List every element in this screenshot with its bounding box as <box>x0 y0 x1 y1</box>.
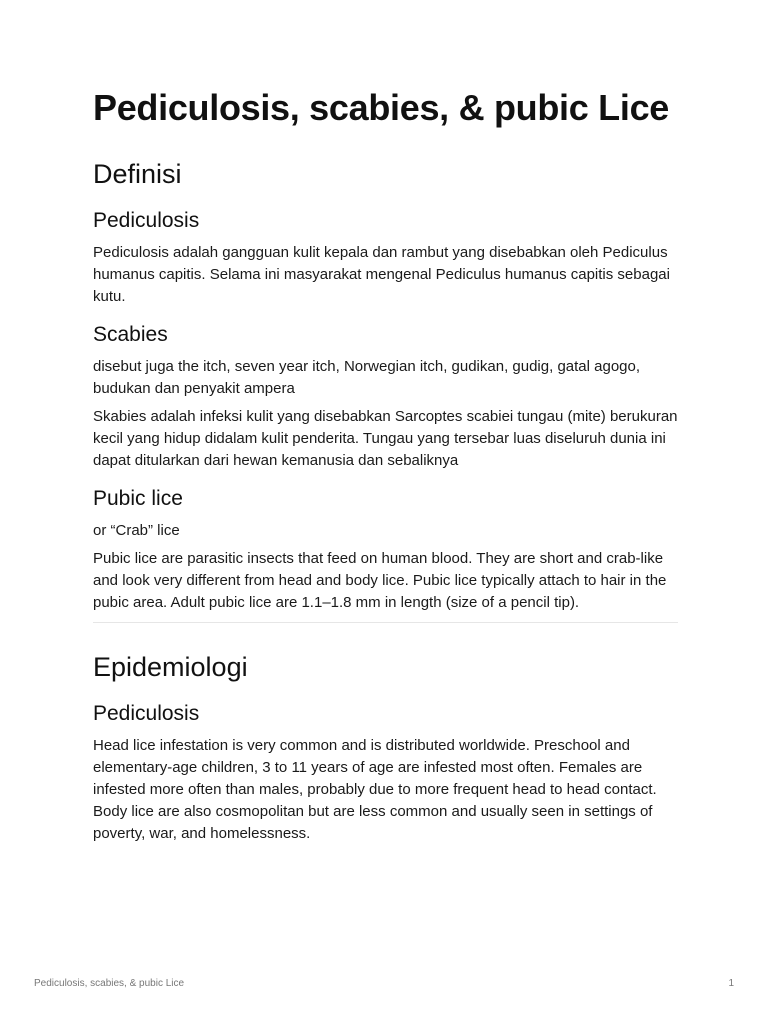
subheading-scabies: Scabies <box>93 323 168 346</box>
section-heading-definisi: Definisi <box>93 159 182 189</box>
paragraph: Head lice infestation is very common and is distributed worldwide. Preschool and elementary-age children, 3 to 11 years of age are infested most often. Females are infested more often than males, probably due to more frequent head to head contact. Body lice are also cosmopolitan but are less common and usually seen in settings of poverty, war, and homelessness. <box>93 737 657 842</box>
document-page <box>93 86 678 851</box>
paragraph: or “Crab” lice <box>93 522 180 539</box>
divider <box>93 622 678 623</box>
page-footer <box>34 978 734 989</box>
page-title: Pediculosis, scabies, & pubic Lice <box>93 87 670 128</box>
paragraph: disebut juga the itch, seven year itch, Norwegian itch, gudikan, gudig, gatal agogo, budukan dan penyakit ampera <box>93 358 641 397</box>
page-number: 1 <box>728 978 734 989</box>
section-heading-epidemiologi: Epidemiologi <box>93 652 248 682</box>
paragraph: Pediculosis adalah gangguan kulit kepala dan rambut yang disebabkan oleh Pediculus humanus capitis. Selama ini masyarakat mengenal Pediculus humanus capitis sebagai kutu. <box>93 244 670 305</box>
subheading-pubic-lice: Pubic lice <box>93 487 183 510</box>
subheading-pediculosis: Pediculosis <box>93 702 200 725</box>
subheading-pediculosis: Pediculosis <box>93 209 200 232</box>
paragraph: Skabies adalah infeksi kulit yang disebabkan Sarcoptes scabiei tungau (mite) berukuran kecil yang hidup didalam kulit penderita. Tungau yang tersebar luas diseluruh dunia ini dapat ditularkan dari hewan kemanusia dan sebaliknya <box>93 408 678 469</box>
paragraph: Pubic lice are parasitic insects that feed on human blood. They are short and crab-like and look very different from head and body lice. Pubic lice typically attach to hair in the pubic area. Adult pubic lice are 1.1–1.8 mm in length (size of a pencil tip). <box>93 550 667 611</box>
footer-title: Pediculosis, scabies, & pubic Lice <box>34 978 185 989</box>
